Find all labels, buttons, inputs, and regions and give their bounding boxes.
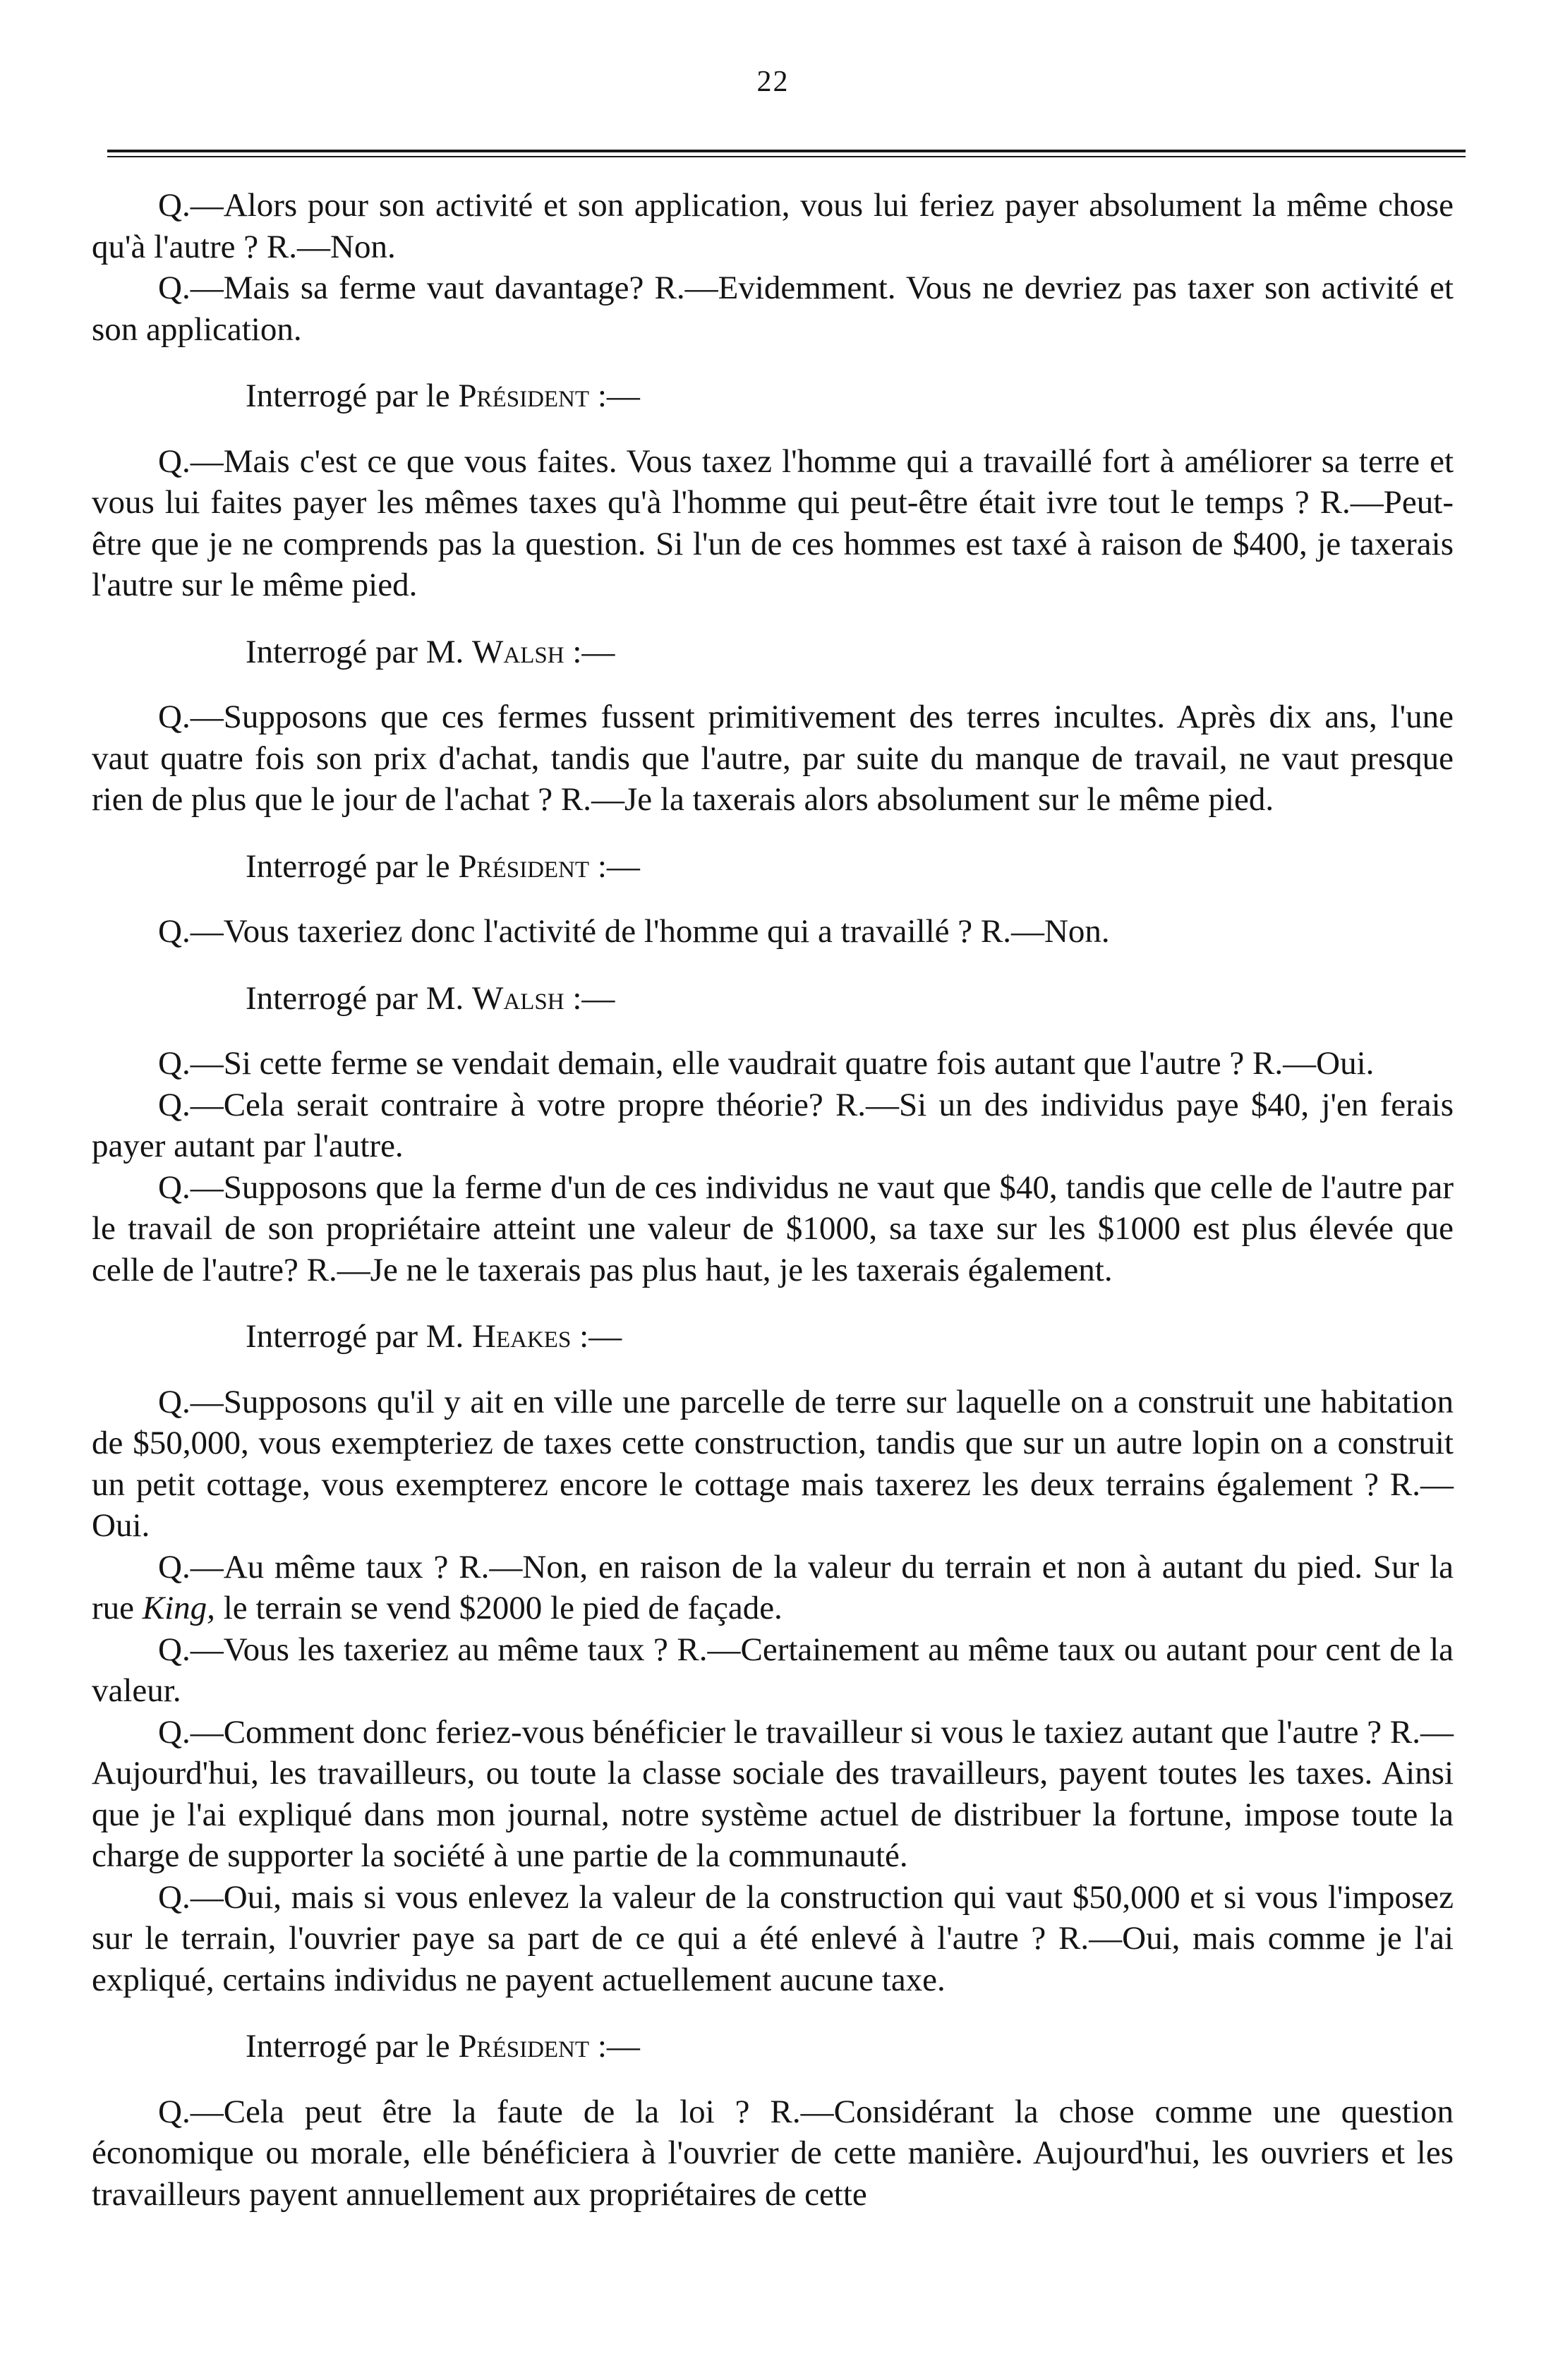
paragraph: Q.—Supposons qu'il y ait en ville une parcelle de terre sur laquelle on a construit une habitation de $50,000, vous exempteriez de taxes cette construction, tandis que sur un autre lopin on a construit un petit cottage, vous exempterez encore le cottage mais taxerez les deux terrains également ? R.—Oui. xyxy=(92,1383,1454,1544)
interrogation-heading: Interrogé par le Président :— xyxy=(246,2028,640,2065)
paragraph: Q.—Oui, mais si vous enlevez la valeur de la construction qui vaut $50,000 et si vous l'imposez sur le terrain, l'ouvrier paye sa part de ce qui a été enlevé à l'autre ? R.—Oui, mais comme je l'ai expliqué, certains individus ne payent actuellement aucune taxe. xyxy=(92,1878,1454,1998)
interrogation-heading: Interrogé par le Président :— xyxy=(246,377,640,414)
interrogation-heading: Interrogé par M. Walsh :— xyxy=(246,979,615,1017)
interrogation-heading: Interrogé par M. Heakes :— xyxy=(246,1318,622,1355)
interrogation-heading: Interrogé par le Président :— xyxy=(246,847,640,885)
header-rule-thin xyxy=(107,156,1466,157)
page-number: 22 xyxy=(756,66,790,98)
paragraph: Q.—Cela serait contraire à votre propre théorie? R.—Si un des individus paye $40, j'en ferais payer autant par l'autre. xyxy=(92,1086,1454,1164)
paragraph: Q.—Mais c'est ce que vous faites. Vous taxez l'homme qui a travaillé fort à améliorer sa terre et vous lui faites payer les mêmes taxes qu'à l'homme qui peut-être était ivre tout le temps ? R.—Peut-être que je ne comprends pas la question. Si l'un de ces hommes est taxé à raison de $400, je taxerais l'autre sur le même pied. xyxy=(92,442,1454,603)
paragraph: Q.—Supposons que ces fermes fussent primitivement des terres incultes. Après dix ans, l'une vaut quatre fois son prix d'achat, tandis que l'autre, par suite du manque de travail, ne vaut presque rien de plus que le jour de l'achat ? R.—Je la taxerais alors absolument sur le même pied. xyxy=(92,699,1454,818)
paragraph: Q.—Mais sa ferme vaut davantage? R.—Evidemment. Vous ne devriez pas taxer son activité et son application. xyxy=(92,270,1454,348)
paragraph: Q.—Si cette ferme se vendait demain, elle vaudrait quatre fois autant que l'autre ? R.—Oui. xyxy=(158,1045,1375,1082)
street-name: King, xyxy=(142,1590,215,1626)
paragraph: Q.—Au même taux ? R.—Non, en raison de la valeur du terrain et non à autant du pied. Sur la rue King, le terrain se vend $2000 le pied de façade. xyxy=(92,1548,1454,1626)
paragraph: Q.—Vous les taxeriez au même taux ? R.—Certainement au même taux ou autant pour cent de la valeur. xyxy=(92,1631,1454,1709)
paragraph: Q.—Vous taxeriez donc l'activité de l'homme qui a travaillé ? R.—Non. xyxy=(158,913,1110,950)
header-rule xyxy=(107,150,1466,152)
paragraph: Q.—Comment donc feriez-vous bénéficier le travailleur si vous le taxiez autant que l'autre ? R.—Aujourd'hui, les travailleurs, ou toute la classe sociale des travailleurs, payent toutes les taxes. Ainsi que je l'ai expliqué dans mon journal, notre système actuel de distribuer la fortune, impose toute la charge de supporter la société à une partie de la communauté. xyxy=(92,1713,1454,1874)
paragraph: Q.—Alors pour son activité et son application, vous lui feriez payer absolument la même chose qu'à l'autre ? R.—Non. xyxy=(92,187,1454,265)
page-body xyxy=(92,185,1454,2215)
interrogation-heading: Interrogé par M. Walsh :— xyxy=(246,633,615,670)
paragraph: Q.—Supposons que la ferme d'un de ces individus ne vaut que $40, tandis que celle de l'autre par le travail de son propriétaire atteint une valeur de $1000, sa taxe sur les $1000 est plus élevée que celle de l'autre? R.—Je ne le taxerais pas plus haut, je les taxerais également. xyxy=(92,1168,1454,1288)
paragraph: Q.—Cela peut être la faute de la loi ? R.—Considérant la chose comme une question économique ou morale, elle bénéficiera à l'ouvrier de cette manière. Aujourd'hui, les ouvriers et les travailleurs payent annuellement aux propriétaires de cette xyxy=(92,2093,1454,2213)
